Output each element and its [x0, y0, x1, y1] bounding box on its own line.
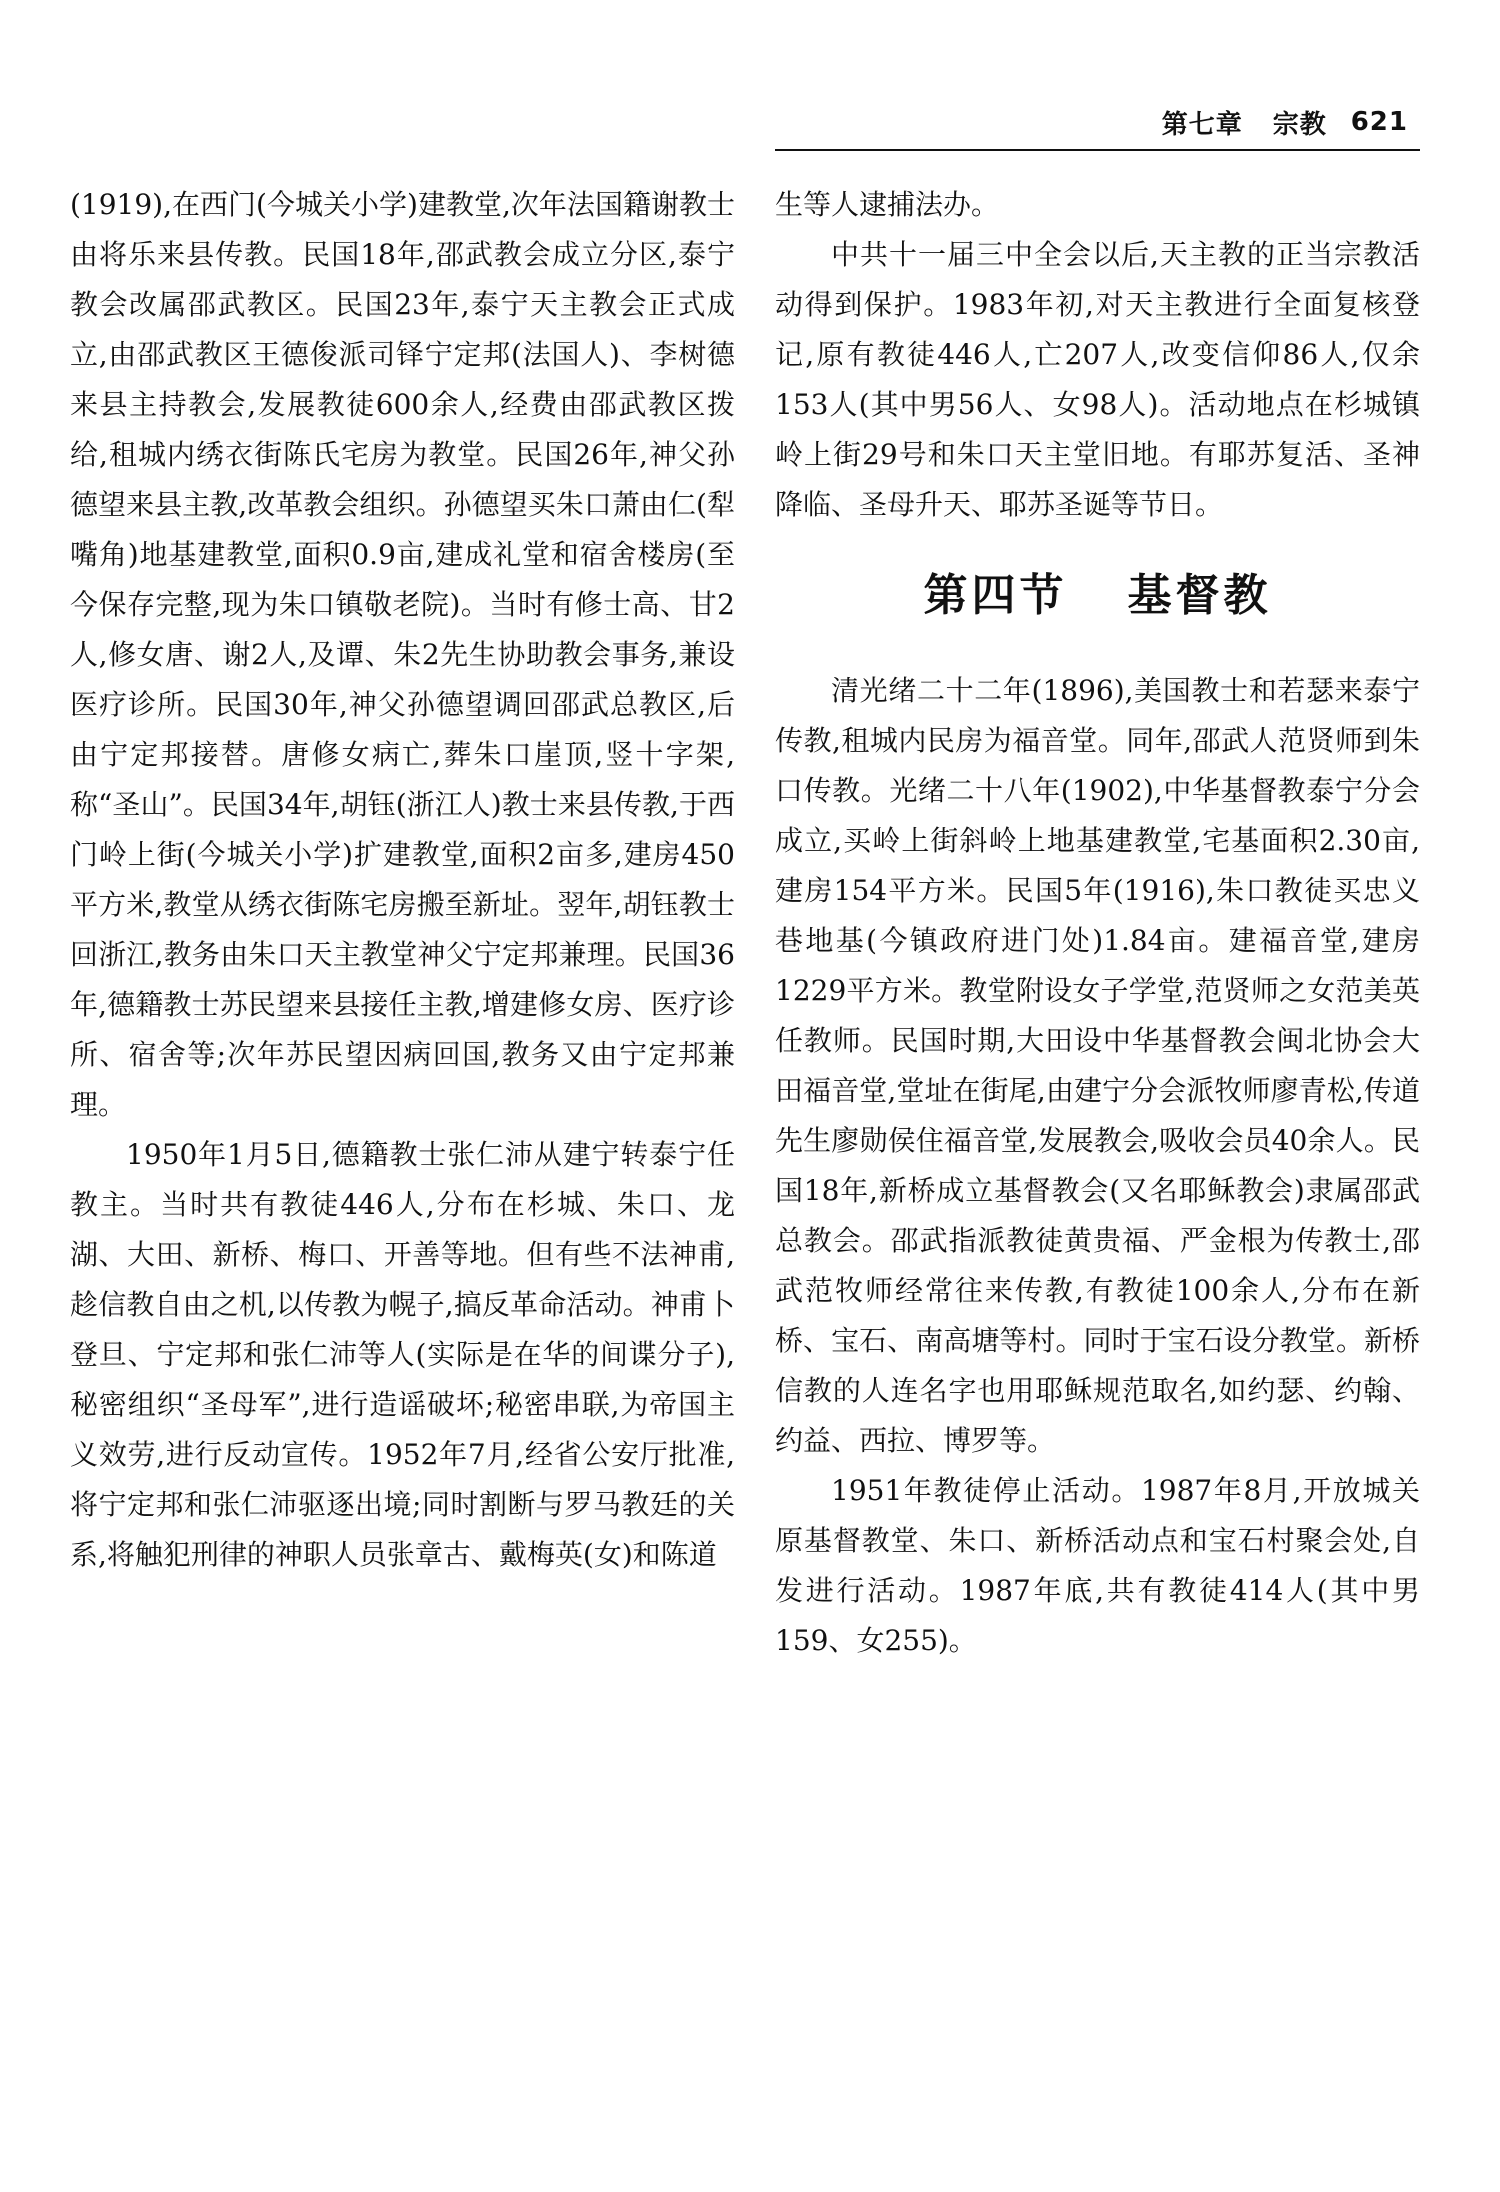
section-title: 基督教 [1127, 570, 1272, 621]
paragraph: 清光绪二十二年(1896),美国教士和若瑟来泰宁传教,租城内民房为福音堂。同年,邵武人范贤师到朱口传教。光绪二十八年(1902),中华基督教泰宁分会成立,买岭上街斜岭上地基建教堂,宅基面积2.30亩,建房154平方米。民国5年(1916),朱口教徒买忠义巷地基(今镇政府进门处)1.84亩。建福音堂,建房1229平方米。教堂附设女子学堂,范贤师之女范美英任教师。民国时期,大田设中华基督教会闽北协会大田福音堂,堂址在街尾,由建宁分会派牧师廖青松,传道先生廖勋侯住福音堂,发展教会,吸收会员40余人。民国18年,新桥成立基督教会(又名耶稣教会)隶属邵武总教会。邵武指派教徒黄贵福、严金根为传教士,邵武范牧师经常往来传教,有教徒100余人,分布在新桥、宝石、南高塘等村。同时于宝石设分教堂。新桥信教的人连名字也用耶稣规范取名,如约瑟、约翰、约益、西拉、博罗等。 [775, 674, 1420, 1457]
header-chapter: 第七章 [1161, 109, 1243, 140]
running-header [775, 95, 1420, 151]
header-topic: 宗教 [1272, 109, 1327, 140]
right-column [775, 180, 1420, 1666]
left-column [70, 180, 735, 1580]
paragraph: 生等人逮捕法办。 [775, 188, 1000, 221]
section-number: 第四节 [923, 570, 1068, 621]
page-number: 621 [1350, 107, 1408, 137]
paragraph: 1950年1月5日,德籍教士张仁沛从建宁转泰宁任教主。当时共有教徒446人,分布在杉城、朱口、龙湖、大田、新桥、梅口、开善等地。但有些不法神甫,趁信教自由之机,以传教为幌子,搞反革命活动。神甫卜登旦、宁定邦和张仁沛等人(实际是在华的间谍分子),秘密组织“圣母军”,进行造谣破坏;秘密串联,为帝国主义效劳,进行反动宣传。1952年7月,经省公安厅批准,将宁定邦和张仁沛驱逐出境;同时割断与罗马教廷的关系,将触犯刑律的神职人员张章古、戴梅英(女)和陈道 [70, 1138, 735, 1571]
section-heading [775, 564, 1420, 628]
paragraph: (1919),在西门(今城关小学)建教堂,次年法国籍谢教士由将乐来县传教。民国18年,邵武教会成立分区,泰宁教会改属邵武教区。民国23年,泰宁天主教会正式成立,由邵武教区王德俊派司铎宁定邦(法国人)、李树德来县主持教会,发展教徒600余人,经费由邵武教区拨给,租城内绣衣街陈氏宅房为教堂。民国26年,神父孙德望来县主教,改革教会组织。孙德望买朱口萧由仁(犁嘴角)地基建教堂,面积0.9亩,建成礼堂和宿舍楼房(至今保存完整,现为朱口镇敬老院)。当时有修士高、甘2人,修女唐、谢2人,及谭、朱2先生协助教会事务,兼设医疗诊所。民国30年,神父孙德望调回邵武总教区,后由宁定邦接替。唐修女病亡,葬朱口崖顶,竖十字架,称“圣山”。民国34年,胡钰(浙江人)教士来县传教,于西门岭上街(今城关小学)扩建教堂,面积2亩多,建房450平方米,教堂从绣衣街陈宅房搬至新址。翌年,胡钰教士回浙江,教务由朱口天主教堂神父宁定邦兼理。民国36年,德籍教士苏民望来县接任主教,增建修女房、医疗诊所、宿舍等;次年苏民望因病回国,教务又由宁定邦兼理。 [70, 188, 735, 1121]
paragraph: 中共十一届三中全会以后,天主教的正当宗教活动得到保护。1983年初,对天主教进行全面复核登记,原有教徒446人,亡207人,改变信仰86人,仅余153人(其中男56人、女98人)。活动地点在杉城镇岭上街29号和朱口天主堂旧地。有耶苏复活、圣神降临、圣母升天、耶苏圣诞等节日。 [775, 238, 1420, 521]
paragraph: 1951年教徒停止活动。1987年8月,开放城关原基督教堂、朱口、新桥活动点和宝石村聚会处,自发进行活动。1987年底,共有教徒414人(其中男159、女255)。 [775, 1474, 1420, 1657]
